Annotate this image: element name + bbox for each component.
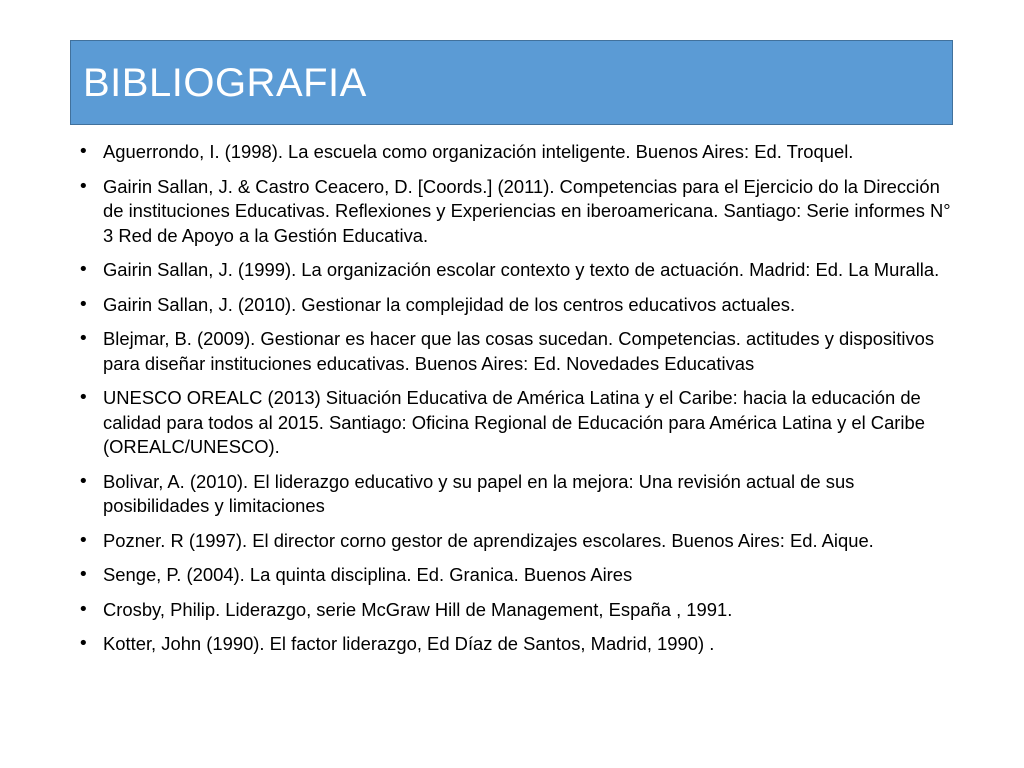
reference-list [78,140,958,667]
reference-text: Aguerrondo, I. (1998). La escuela como organización inteligente. Buenos Aires: Ed. Troquel. [103,141,854,162]
reference-item [78,140,958,165]
slide-title: BIBLIOGRAFIA [83,61,367,105]
bullet-icon: • [78,470,89,492]
reference-item [78,258,958,283]
bullet-icon: • [78,259,89,280]
reference-item [78,327,958,376]
reference-text: Senge, P. (2004). La quinta disciplina. Ed. Granica. Buenos Aires [103,564,633,585]
reference-item [78,470,958,519]
bullet-icon: • [78,141,89,162]
reference-text: Crosby, Philip. Liderazgo, serie McGraw Hill de Management, España , 1991. [103,598,733,620]
bullet-icon: • [78,293,89,315]
bullet-icon: • [78,328,89,349]
bullet-icon: • [78,633,89,654]
reference-item [78,529,958,554]
reference-item [78,386,958,460]
reference-text: Gairin Sallan, J. & Castro Ceacero, D. [Coords.] (2011). Competencias para el Ejercicio do la Dirección de instituciones Educativas. Reflexiones y Experiencias en iberoamericana. Santiago: Serie informes N° 3 Red de Apoyo a la Gestión Educativa. [103,175,951,246]
bullet-icon: • [78,529,89,551]
reference-text: Kotter, John (1990). El factor liderazgo, Ed Díaz de Santos, Madrid, 1990) . [103,633,715,654]
reference-item [78,175,958,249]
reference-text: Pozner. R (1997). El director corno gestor de aprendizajes escolares. Buenos Aires: Ed. Aique. [103,529,874,551]
reference-item [78,598,958,623]
title-bar [70,40,953,125]
reference-item [78,632,958,657]
reference-text: UNESCO OREALC (2013) Situación Educativa de América Latina y el Caribe: hacia la educación de calidad para todos al 2015. Santiago: Oficina Regional de Educación para América Latina y el Caribe (OREALC/UNESCO). [103,387,925,457]
reference-text: Blejmar, B. (2009). Gestionar es hacer que las cosas sucedan. Competencias. actitudes y dispositivos para diseñar instituciones educativas. Buenos Aires: Ed. Novedades Educativas [103,328,935,374]
bullet-icon: • [78,598,89,620]
bullet-icon: • [78,387,89,408]
reference-item [78,563,958,588]
reference-text: Gairin Sallan, J. (2010). Gestionar la complejidad de los centros educativos actuales. [103,293,796,315]
reference-item [78,293,958,318]
reference-text: Bolivar, A. (2010). El liderazgo educativo y su papel en la mejora: Una revisión actual de sus posibilidades y limitaciones [103,470,855,516]
reference-text: Gairin Sallan, J. (1999). La organización escolar contexto y texto de actuación. Madrid: Ed. La Muralla. [103,259,940,280]
bullet-icon: • [78,564,89,585]
bullet-icon: • [78,175,89,197]
